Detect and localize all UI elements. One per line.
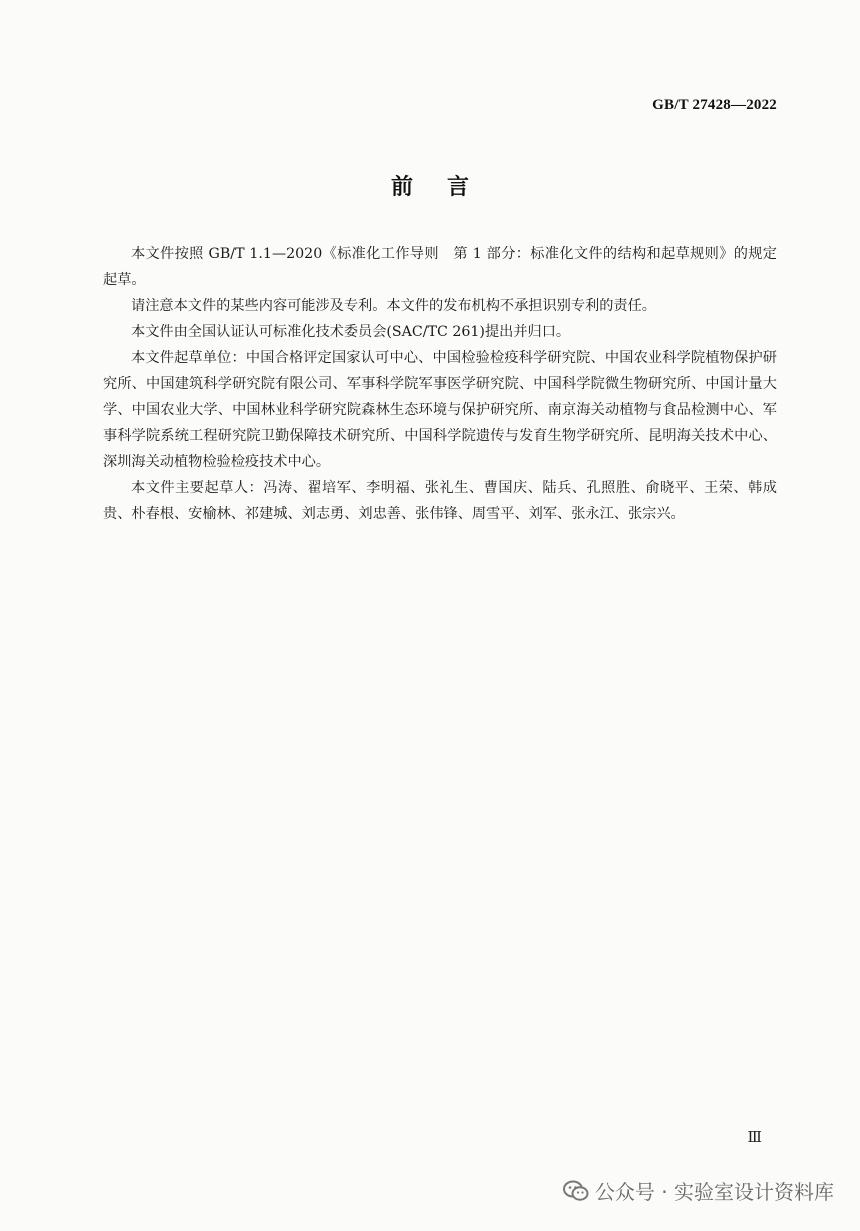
paragraph-drafters: 本文件主要起草人：冯涛、翟培军、李明福、张礼生、曹国庆、陆兵、孔照胜、俞晓平、王荣、韩成贵、朴春根、安榆林、祁建城、刘志勇、刘忠善、张伟锋、周雪平、刘军、张永江、张宗兴。 — [103, 480, 777, 522]
foreword-body — [103, 241, 777, 527]
wechat-icon — [563, 1180, 589, 1202]
paragraph-proposer: 本文件由全国认证认可标准化技术委员会(SAC/TC 261)提出并归口。 — [131, 324, 571, 340]
paragraph-drafting-units: 本文件起草单位：中国合格评定国家认可中心、中国检验检疫科学研究院、中国农业科学院植物保护研究所、中国建筑科学研究院有限公司、军事科学院军事医学研究院、中国科学院微生物研究所、中国计量大学、中国农业大学、中国林业科学研究院森林生态环境与保护研究所、南京海关动植物与食品检测中心、军事科学院系统工程研究院卫勤保障技术研究所、中国科学院遗传与发育生物学研究所、昆明海关技术中心、深圳海关动植物检验检疫技术中心。 — [103, 350, 777, 470]
watermark — [563, 1176, 834, 1205]
paragraph-drafting-rules: 本文件按照 GB/T 1.1—2020《标准化工作导则 第 1 部分：标准化文件的结构和起草规则》的规定起草。 — [103, 246, 777, 288]
page-title: 前言 — [390, 175, 503, 200]
page-number: Ⅲ — [747, 1130, 762, 1146]
standard-code: GB/T 27428—2022 — [652, 97, 777, 113]
paragraph-patent-notice: 请注意本文件的某些内容可能涉及专利。本文件的发布机构不承担识别专利的责任。 — [131, 298, 656, 314]
watermark-text: 公众号 · 实验室设计资料库 — [594, 1180, 834, 1204]
